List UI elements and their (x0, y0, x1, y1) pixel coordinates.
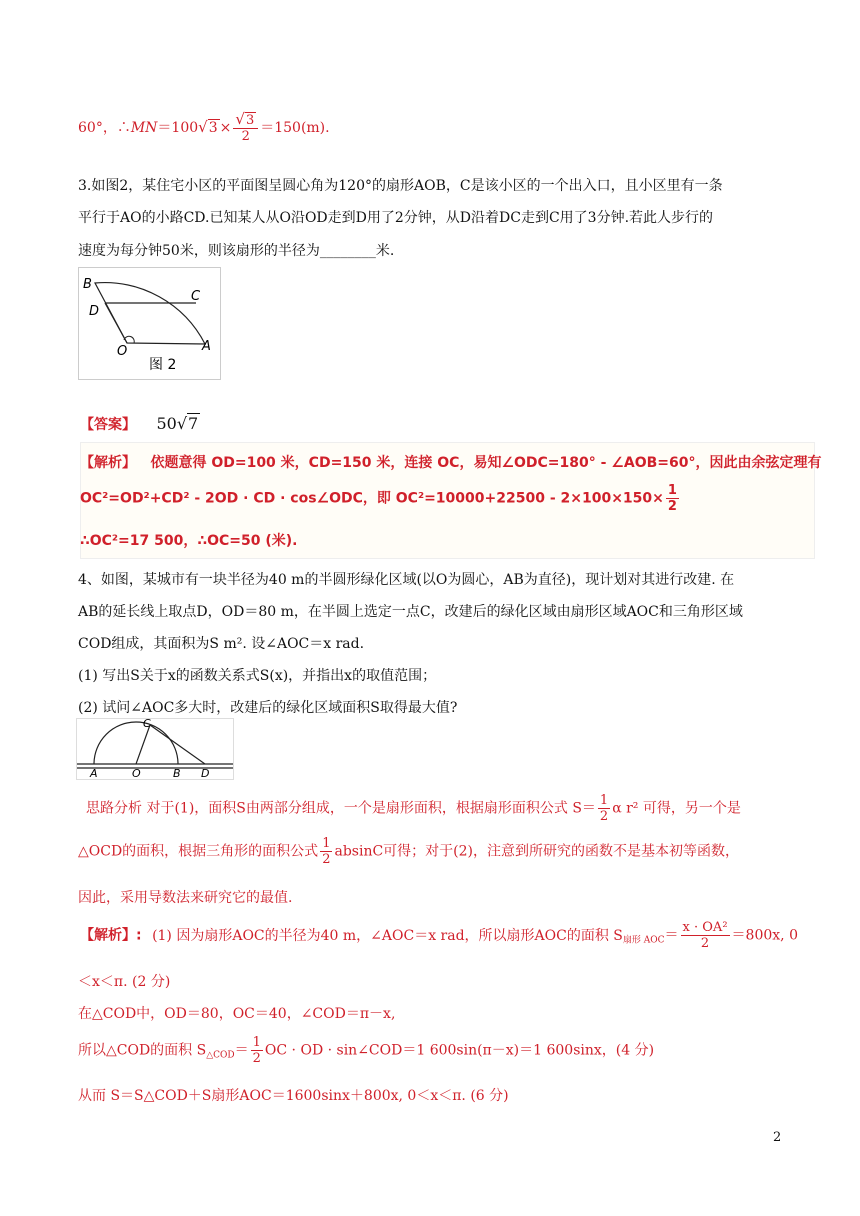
figure-2 (78, 267, 221, 380)
q4-think-line-2: △OCD的面积，根据三角形的面积公式 $\frac{1}{2}$ absinC可得；对于(2)，注意到所研究的函数不是基本初等函数， (78, 836, 739, 867)
q4-solution-line-4: 所以△COD的面积 $S_{\triangle COD}=$ $\frac{1}{2}$ OC · OD · sin∠COD＝1 600sin(π－x)＝1 600sinx，(4 分) (78, 1035, 655, 1066)
q4-figure (76, 718, 234, 780)
q4-solution-line-1: 【解析】: (1) 因为扇形AOC的半径为40 m，∠AOC＝x rad，所以扇形AOC的面积 $S_{扇形 AOC}=$ $\frac{\text{x · OA²}}{2}$ ＝800x, 0 (80, 920, 798, 951)
q3-analysis-line-3: ∴OC²=17 500，∴OC=50 (米). (80, 533, 298, 549)
q3-answer: 【答案】 50√7 (80, 414, 199, 433)
semicircle-diagram (77, 719, 233, 779)
q3-analysis-line-2: OC²=OD²+CD² - 2OD · CD · cos∠ODC，即 OC²=10000+22500 - 2×100×150× $\frac{1}{2}$ (80, 483, 677, 514)
label-d: D (89, 304, 100, 319)
label-d: D (201, 767, 210, 779)
label-a: A (202, 339, 211, 354)
label-b: B (83, 277, 92, 292)
sector-diagram (79, 268, 220, 379)
label-c: C (191, 289, 201, 304)
page-number: 2 (773, 1130, 782, 1145)
label-a: A (90, 767, 98, 779)
q4-think-line-1: 思路分析 对于(1)，面积S由两部分组成，一个是扇形面积，根据扇形面积公式 S＝ $\frac{1}{2}$ α r² 可得，另一个是 (86, 793, 741, 824)
q4-item-2: (2) 试问∠AOC多大时，改建后的绿化区域面积S取得最大值? (78, 700, 458, 716)
q4-line-3: COD组成，其面积为S m². 设∠AOC＝x rad. (78, 636, 365, 652)
label-o: O (117, 344, 128, 359)
q4-line-1: 4、如图，某城市有一块半径为40 m的半圆形绿化区域(以O为圆心，AB为直径)，现计划对其进行改建. 在 (78, 572, 735, 588)
figure-caption: 图 2 (149, 357, 177, 373)
q3-line-1: 3.如图2，某住宅小区的平面图呈圆心角为120°的扇形AOB，C是该小区的一个出入口，且小区里有一条 (78, 178, 723, 194)
q4-item-1: (1) 写出S关于x的函数关系式S(x)，并指出x的取值范围； (78, 668, 437, 684)
q4-solution-line-5: 从而 S＝S△COD＋S扇形AOC＝1600sinx＋800x, 0＜x＜π. (6 分) (78, 1088, 509, 1104)
q3-analysis-line-1: 【解析】 依题意得 OD=100 米，CD=150 米，连接 OC，易知∠ODC=180° - ∠AOB=60°，因此由余弦定理有 (80, 455, 822, 471)
q4-think-line-3: 因此，采用导数法来研究它的最值. (78, 890, 293, 906)
q4-solution-line-2: ＜x＜π. (2 分) (78, 974, 171, 990)
q3-line-2: 平行于AO的小路CD.已知某人从O沿OD走到D用了2分钟，从D沿着DC走到C用了3分钟.若此人步行的 (78, 210, 714, 226)
label-c: C (143, 719, 151, 730)
q3-line-3: 速度为每分钟50米，则该扇形的半径为________米. (78, 243, 395, 259)
q4-solution-line-3: 在△COD中，OD＝80，OC＝40，∠COD＝π－x, (78, 1006, 396, 1022)
label-b: B (173, 767, 181, 779)
label-o: O (132, 767, 141, 779)
q4-line-2: AB的延长线上取点D，OD＝80 m，在半圆上选定一点C，改建后的绿化区域由扇形区域AOC和三角形区域 (78, 604, 743, 620)
top-result-line: 60°，∴MN＝100√3 × $\frac{√3}{2}$ ＝150(m). (78, 110, 330, 144)
